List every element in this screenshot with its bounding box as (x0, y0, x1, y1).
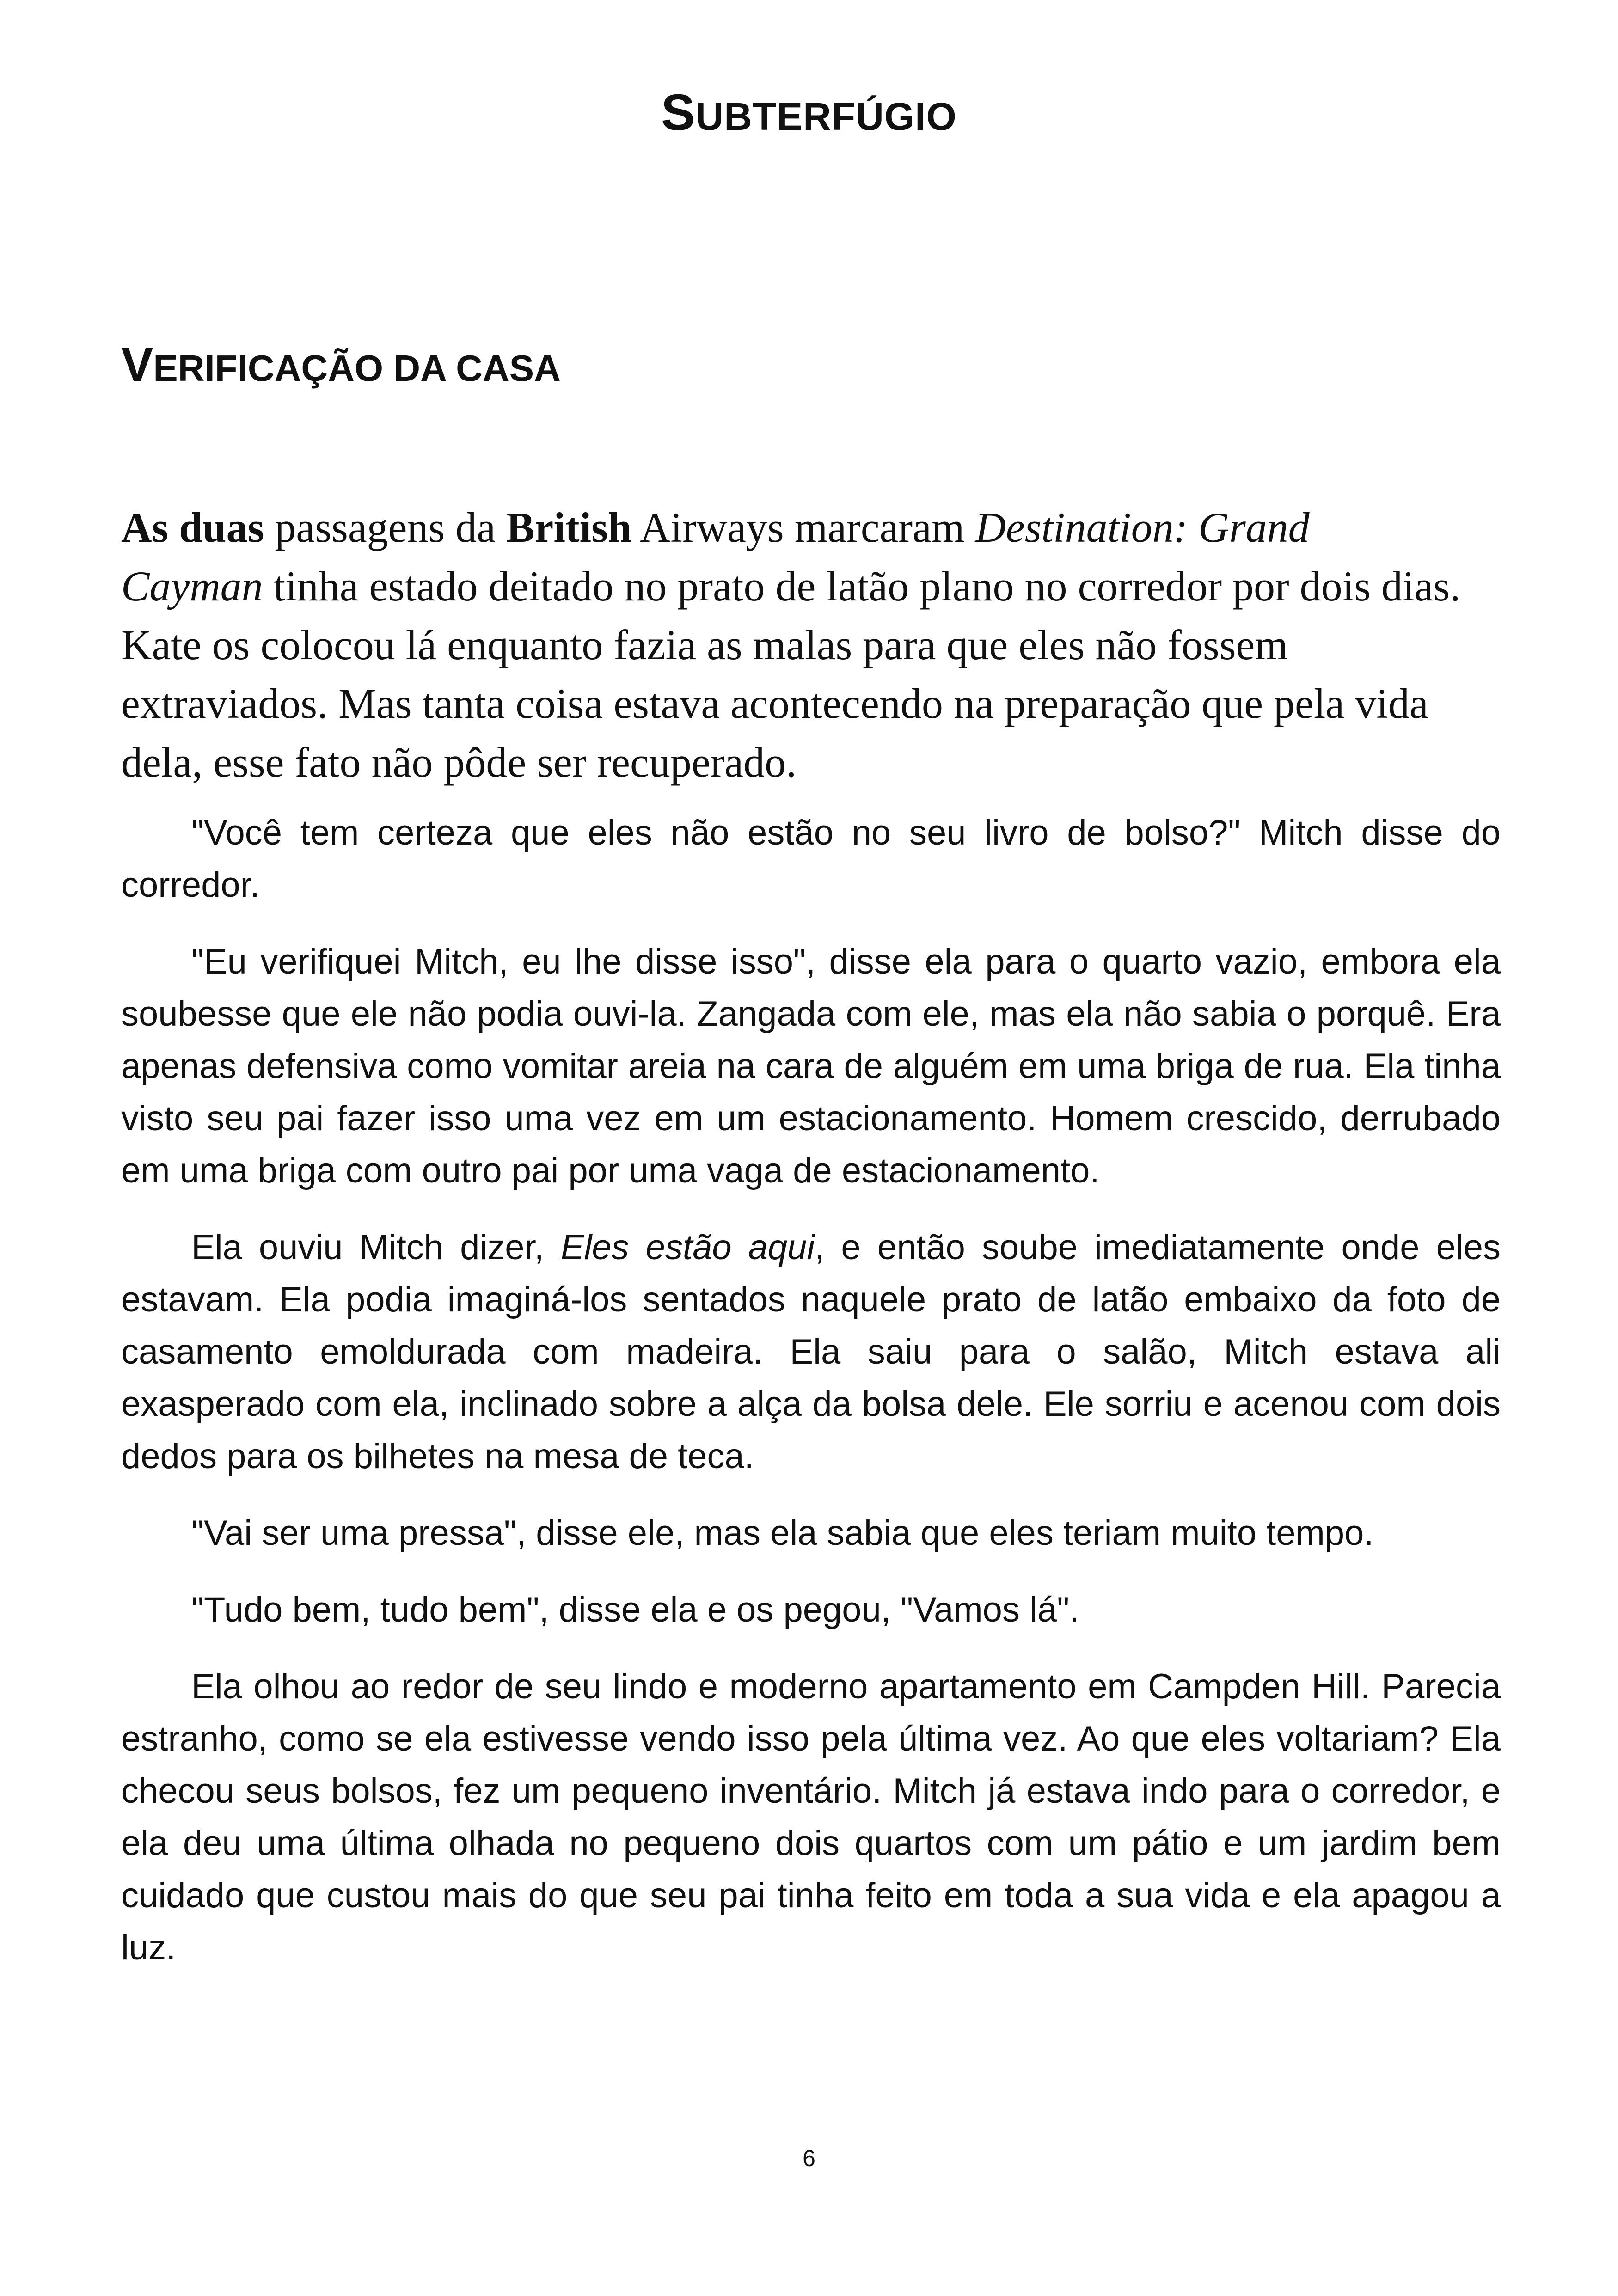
page-number: 6 (803, 2145, 815, 2171)
body-text (121, 807, 1501, 1998)
paragraph-3 (121, 1221, 1501, 1482)
paragraph-5: "Tudo bem, tudo bem", disse ela e os pegou, "Vamos lá". (191, 1590, 1079, 1629)
lead-text-2: Airways marcaram (631, 504, 975, 551)
paragraph-3-before: Ela ouviu Mitch dizer, (191, 1228, 561, 1267)
lead-text-1: passagens da (264, 504, 507, 551)
paragraph-1: "Você tem certeza que eles não estão no seu livro de bolso?" Mitch disse do corredor. (121, 813, 1501, 905)
chapter-title (121, 337, 561, 392)
paragraph-6: Ela olhou ao redor de seu lindo e moderno apartamento em Campden Hill. Parecia estranho, como se ela estivesse vendo isso pela última vez. Ao que eles voltariam? Ela checou seus bolsos, fez um pequeno inventário. Mitch já estava indo para o corredor, e ela deu uma última olhada no pequeno dois quartos com um pátio e um jardim bem cuidado que custou mais do que seu pai tinha feito em toda a sua vida e ela apagou a luz. (121, 1667, 1501, 1967)
chapter-title-initial: V (121, 338, 153, 392)
paragraph-3-after: , e então soube imediatamente onde eles estavam. Ela podia imaginá-los sentados naquele prato de latão embaixo da foto de casamento emoldurada com madeira. Ela saiu para o salão, Mitch estava ali exasperado com ela, inclinado sobre a alça da bolsa dele. Ele sorriu e acenou com dois dedos para os bilhetes na mesa de teca. (121, 1228, 1501, 1476)
book-title-initial: S (661, 84, 696, 141)
lead-bold-british: British (506, 504, 632, 551)
chapter-title-rest: ERIFICAÇÃO DA CASA (153, 348, 561, 389)
lead-text-3: tinha estado deitado no prato de latão plano no corredor por dois dias. Kate os colocou lá enquanto fazia as malas para que eles não fossem extraviados. Mas tanta coisa estava acontecendo na preparação que pela vida dela, esse fato não pôde ser recuperado. (121, 563, 1461, 786)
paragraph-3-italic: Eles estão aqui (560, 1228, 815, 1267)
paragraph-2: "Eu verifiquei Mitch, eu lhe disse isso", disse ela para o quarto vazio, embora ela soubesse que ele não podia ouvi-la. Zangada com ele, mas ela não sabia o porquê. Era apenas defensiva como vomitar areia na cara de alguém em uma briga de rua. Ela tinha visto seu pai fazer isso uma vez em um estacionamento. Homem crescido, derrubado em uma briga com outro pai por uma vaga de estacionamento. (121, 942, 1501, 1190)
paragraph-4: "Vai ser uma pressa", disse ele, mas ela sabia que eles teriam muito tempo. (191, 1513, 1374, 1553)
lead-italic-destination: Destination: Grand Cayman (121, 504, 1310, 610)
book-title (0, 83, 1618, 142)
lead-paragraph (121, 498, 1462, 792)
book-title-rest: UBTERFÚGIO (695, 95, 957, 138)
lead-bold-as-duas: As duas (121, 504, 264, 551)
